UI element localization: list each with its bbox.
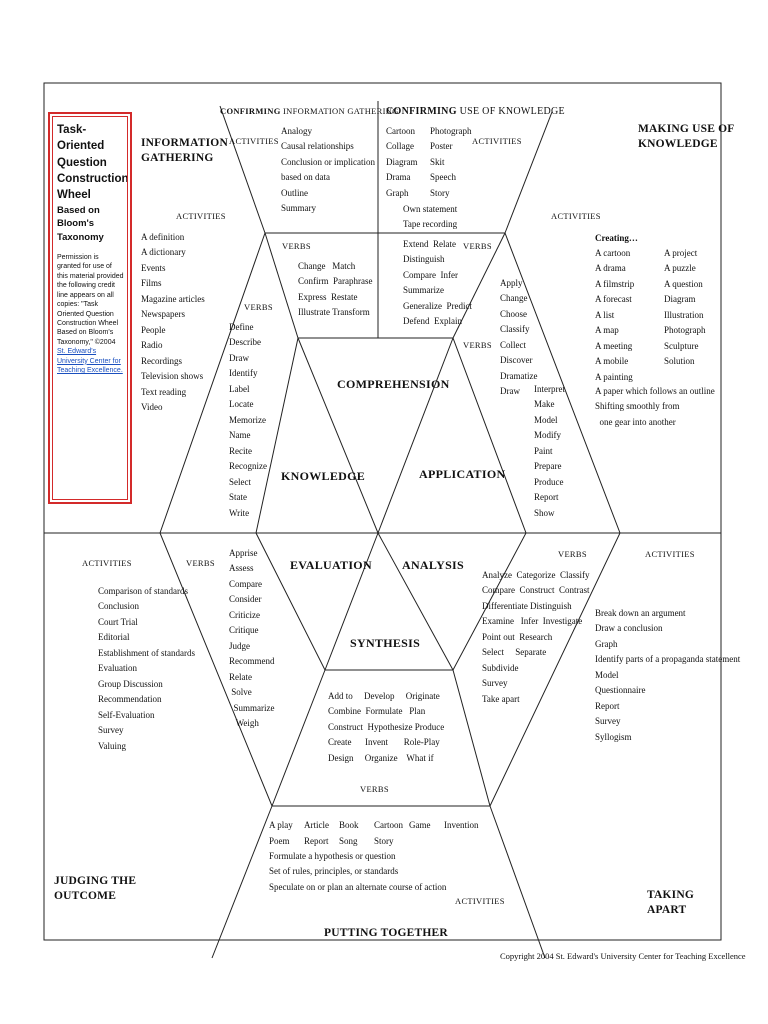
pt-poem: Poem (269, 836, 290, 846)
label-verbs-application: VERBS (463, 340, 492, 350)
permission-text: Permission is granted for use of this material provided the following credit line appears on all copies: "Task Oriented Question Construction Wheel Based on Bloom's Taxonomy," ©2004 (57, 253, 124, 346)
core-comprehension: COMPREHENSION (337, 377, 450, 391)
pt-a-play: A play (269, 820, 293, 830)
wheel-subtitle: Based on Bloom's Taxonomy (57, 204, 104, 244)
label-verbs-synthesis: VERBS (360, 784, 389, 794)
analysis-activities: Break down an argument Draw a conclusion Graph Identify parts of a propaganda statement Model Questionnaire Report Survey Syllogism (595, 608, 741, 742)
diag-top-left (220, 106, 265, 233)
pt-story: Story (374, 836, 394, 846)
pt-article: Article (304, 820, 329, 830)
label-verbs-knowledge: VERBS (244, 302, 273, 312)
header-making-use: MAKING USE OF KNOWLEDGE (638, 123, 735, 150)
making-use-col2: A project A puzzle A question Diagram Illustration Photograph Sculpture Solution (664, 248, 706, 367)
pt-lines: Formulate a hypothesis or question Set of rules, principles, or standards Speculate on or plan an alternate course of action (269, 851, 447, 892)
spoke-inner-1 (298, 338, 378, 533)
header-confirming-use (386, 106, 565, 117)
core-application: APPLICATION (419, 467, 506, 481)
application-activities-extra: Own statement Tape recording (403, 204, 458, 230)
pt-game: Game (409, 820, 431, 830)
making-use-creating: Creating… (595, 233, 638, 243)
label-activities-putting-together: ACTIVITIES (455, 896, 505, 906)
label-verbs-evaluation: VERBS (186, 558, 215, 568)
confirming-use-rest: USE OF KNOWLEDGE (456, 106, 565, 117)
core-synthesis: SYNTHESIS (350, 636, 421, 650)
diag-top-right (505, 112, 552, 233)
application-activities-col1: Cartoon Collage Diagram Drama Graph (386, 126, 418, 198)
diag-bottom-left (212, 806, 272, 958)
label-verbs-analysis: VERBS (558, 549, 587, 559)
pt-book: Book (339, 820, 359, 830)
application-verbs-col2: Interpret Make Model Modify Paint Prepare Produce Report Show (534, 384, 565, 518)
pt-song: Song (339, 836, 358, 846)
comprehension-activities: Analogy Causal relationships Conclusion or implication based on data Outline Summary (281, 126, 375, 214)
application-activities-col2: Photograph Poster Skit Speech Story (430, 126, 472, 198)
label-activities-analysis: ACTIVITIES (645, 549, 695, 559)
credit-link[interactable]: St. Edward's University Center for Teaching Excellence. (57, 348, 123, 375)
core-evaluation: EVALUATION (290, 558, 372, 572)
title-box (48, 112, 132, 504)
wheel-title: Task- Oriented Question Construction Wheel (57, 124, 129, 202)
permission-note (57, 253, 124, 376)
making-use-col1: A cartoon A drama A filmstrip A forecast A list A map A meeting A mobile A painting (595, 248, 635, 382)
label-activities-evaluation: ACTIVITIES (82, 558, 132, 568)
confirming-use-bold: CONFIRMING (386, 106, 457, 117)
header-taking-apart: TAKING APART (647, 889, 694, 916)
header-information-gathering: INFORMATION GATHERING (141, 137, 228, 164)
knowledge-verbs: Define Describe Draw Identify Label Locate Memorize Name Recite Recognize Select State Write (229, 322, 267, 518)
synthesis-verbs: Add to Develop Originate Combine Formulate Plan Construct Hypothesize Produce Create Invent Role-Play Design Organize What if (328, 691, 445, 763)
knowledge-activities: A definition A dictionary Events Films Magazine articles Newspapers People Radio Recordings Television shows Text reading Video (141, 232, 205, 413)
core-analysis: ANALYSIS (402, 558, 464, 572)
application-verbs-col1: Apply Change Choose Classify Collect Discover Dramatize Draw (500, 278, 538, 397)
pt-invention: Invention (444, 820, 479, 830)
copyright: Copyright 2004 St. Edward's University Center for Teaching Excellence (500, 951, 746, 961)
pt-cartoon: Cartoon (374, 820, 403, 830)
confirming-info-rest: INFORMATION GATHERING (280, 106, 399, 116)
spoke-bottom-left (272, 670, 325, 806)
outer-frame (44, 83, 721, 940)
application-verbs-top: Extend Relate Distinguish Compare Infer Summarize Generalize Predict Defend Explain (403, 239, 472, 327)
label-verbs-application-top: VERBS (463, 241, 492, 251)
confirming-info-bold: CONFIRMING (220, 106, 281, 116)
header-judging: JUDGING THE OUTCOME (54, 875, 137, 902)
header-confirming-info (220, 106, 399, 116)
pt-report: Report (304, 836, 329, 846)
core-knowledge: KNOWLEDGE (281, 469, 366, 483)
label-activities-confirm-info: ACTIVITIES (229, 136, 279, 146)
label-verbs-comprehension: VERBS (282, 241, 311, 251)
header-putting-together: PUTTING TOGETHER (324, 927, 448, 939)
analysis-verbs: Analyze Categorize Classify Compare Construct Contrast Differentiate Distinguish Examine Infer Investigate Point out Research Select Separate Subdivide Survey Take apart (482, 570, 590, 704)
label-activities-confirm-use: ACTIVITIES (472, 136, 522, 146)
evaluation-activities: Comparison of standards Conclusion Court Trial Editorial Establishment of standards Evaluation Group Discussion Recommendation Self-Evaluation Survey Valuing (98, 586, 195, 751)
spoke-inner-2 (378, 338, 453, 533)
evaluation-verbs: Apprise Assess Compare Consider Criticize Critique Judge Recommend Relate Solve Summarize Weigh (229, 548, 275, 729)
making-use-extra: A paper which follows an outline Shifting smoothly from one gear into another (595, 386, 715, 427)
comprehension-verbs: Change Match Confirm Paraphrase Express Restate Illustrate Transform (298, 261, 373, 318)
diag-bottom-right (490, 806, 545, 958)
label-activities-making-use: ACTIVITIES (551, 211, 601, 221)
label-activities-knowledge: ACTIVITIES (176, 211, 226, 221)
